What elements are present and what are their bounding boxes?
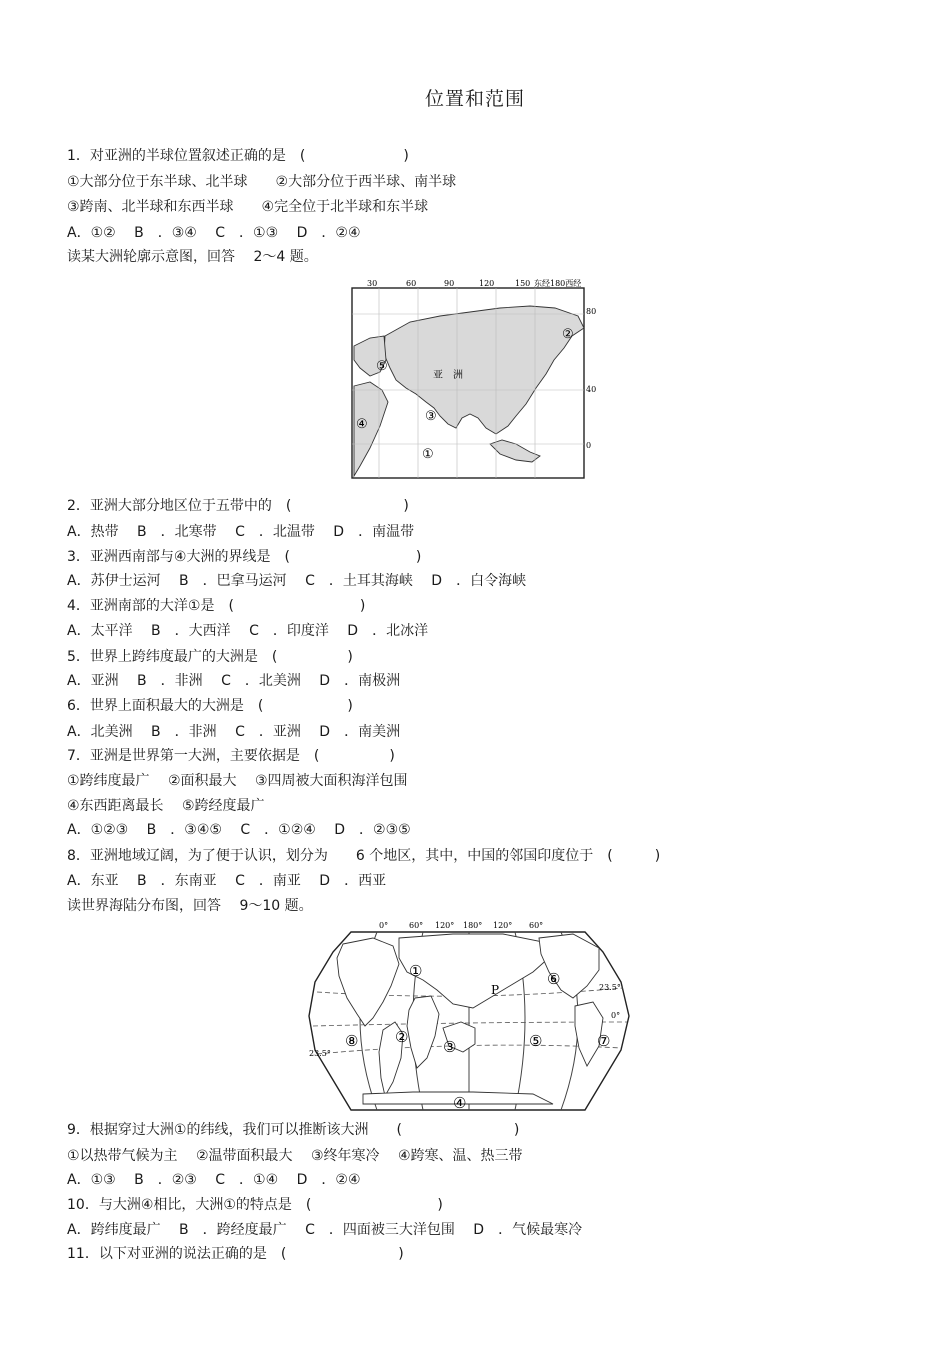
q10-options: A．跨纬度最广 B ．跨经度最广 C ．四面被三大洋包围 D ．气候最寒冷 bbox=[67, 1222, 583, 1238]
map2-lon-label: 60° bbox=[409, 921, 424, 930]
q9-stem: 9．根据穿过大洲①的纬线，我们可以推断该大洲 ( ) bbox=[67, 1122, 520, 1138]
map2-lon-label: 0° bbox=[379, 921, 389, 930]
q1-statements-b: ③跨南、北半球和东西半球 ④完全位于北半球和东半球 bbox=[67, 199, 429, 215]
q3-stem: 3．亚洲西南部与④大洲的界线是 ( ) bbox=[67, 549, 422, 565]
map2-lat-label: 23.5° bbox=[309, 1049, 331, 1058]
map1-lon-label: 90 bbox=[444, 279, 455, 288]
q5-options: A．亚洲 B ．非洲 C ．北美洲 D ．南极洲 bbox=[67, 673, 401, 689]
q8-options: A．东亚 B ．东南亚 C ．南亚 D ．西亚 bbox=[67, 873, 387, 889]
q6-stem: 6．世界上面积最大的大洲是 ( ) bbox=[67, 698, 353, 714]
map1-marker-3: ③ bbox=[425, 409, 437, 424]
q7-statements-a: ①跨纬度最广 ②面积最大 ③四周被大面积海洋包围 bbox=[67, 773, 408, 789]
world-map bbox=[303, 918, 633, 1114]
map2-marker-7: ⑦ bbox=[597, 1032, 611, 1050]
map2-lat-label: 0° bbox=[611, 1011, 621, 1020]
map2-marker-1: ① bbox=[409, 962, 423, 980]
q8-stem: 8．亚洲地域辽阔，为了便于认识，划分为 6 个地区，其中，中国的邻国印度位于 ( ) bbox=[67, 848, 661, 864]
q4-stem: 4．亚洲南部的大洋①是 ( ) bbox=[67, 598, 366, 614]
q11-stem: 11．以下对亚洲的说法正确的是 ( ) bbox=[67, 1246, 404, 1262]
asia-outline-map bbox=[340, 276, 600, 482]
map1-lon-label: 60 bbox=[406, 279, 417, 288]
map1-lat-label: 0 bbox=[586, 441, 592, 450]
map2-lon-label: 120° bbox=[435, 921, 455, 930]
q1-options: A．①② B ．③④ C ．①③ D ．②④ bbox=[67, 225, 361, 241]
map2-lon-label: 60° bbox=[529, 921, 544, 930]
q3-options: A．苏伊士运河 B ．巴拿马运河 C ．土耳其海峡 D ．白令海峡 bbox=[67, 573, 527, 589]
q7-options: A．①②③ B ．③④⑤ C ．①②④ D ．②③⑤ bbox=[67, 822, 411, 838]
map2-lon-label: 180° bbox=[463, 921, 483, 930]
q9-options: A．①③ B ．②③ C ．①④ D ．②④ bbox=[67, 1172, 361, 1188]
q5-stem: 5．世界上跨纬度最广的大洲是 ( ) bbox=[67, 649, 353, 665]
q1-stem: 1．对亚洲的半球位置叙述正确的是 ( ) bbox=[67, 148, 409, 164]
map1-lon-label: 150 bbox=[515, 279, 531, 288]
map2-marker-6: ⑥ bbox=[547, 970, 561, 988]
map1-intro: 读某大洲轮廓示意图，回答 2～4 题。 bbox=[67, 249, 318, 265]
q7-stem: 7．亚洲是世界第一大洲，主要依据是 ( ) bbox=[67, 748, 395, 764]
q7-statements-b: ④东西距离最长 ⑤跨经度最广 bbox=[67, 798, 265, 814]
map2-marker-5: ⑤ bbox=[529, 1032, 543, 1050]
map2-lon-label: 120° bbox=[493, 921, 513, 930]
map1-lat-label: 80 bbox=[586, 307, 597, 316]
map1-marker-2: ② bbox=[562, 327, 574, 342]
map1-marker-5: ⑤ bbox=[376, 359, 388, 374]
q2-stem: 2．亚洲大部分地区位于五带中的 ( ) bbox=[67, 498, 409, 514]
q9-statements: ①以热带气候为主 ②温带面积最大 ③终年寒冷 ④跨寒、温、热三带 bbox=[67, 1148, 523, 1164]
map1-region-label: 亚 洲 bbox=[433, 370, 463, 381]
map2-intro: 读世界海陆分布图，回答 9～10 题。 bbox=[67, 898, 313, 914]
map1-marker-4: ④ bbox=[356, 417, 368, 432]
map2-marker-8: ⑧ bbox=[345, 1032, 359, 1050]
page-title: 位置和范围 bbox=[424, 88, 525, 110]
q10-stem: 10．与大洲④相比，大洲①的特点是 ( ) bbox=[67, 1197, 443, 1213]
map2-marker-4: ④ bbox=[453, 1094, 467, 1112]
map1-marker-1: ① bbox=[422, 447, 434, 462]
map1-lon-label: 东经180西经 bbox=[534, 279, 582, 288]
q4-options: A．太平洋 B ．大西洋 C ．印度洋 D ．北冰洋 bbox=[67, 623, 429, 639]
map1-lon-label: 120 bbox=[479, 279, 495, 288]
map2-point-label: P bbox=[491, 983, 500, 997]
map2-lat-label: 23.5° bbox=[599, 983, 621, 992]
q6-options: A．北美洲 B ．非洲 C ．亚洲 D ．南美洲 bbox=[67, 724, 401, 740]
map1-lon-label: 30 bbox=[367, 279, 378, 288]
map1-lat-label: 40 bbox=[586, 385, 597, 394]
map2-marker-3: ③ bbox=[443, 1038, 457, 1056]
map2-marker-2: ② bbox=[395, 1028, 409, 1046]
q2-options: A．热带 B ．北寒带 C ．北温带 D ．南温带 bbox=[67, 524, 415, 540]
q1-statements-a: ①大部分位于东半球、北半球 ②大部分位于西半球、南半球 bbox=[67, 174, 457, 190]
